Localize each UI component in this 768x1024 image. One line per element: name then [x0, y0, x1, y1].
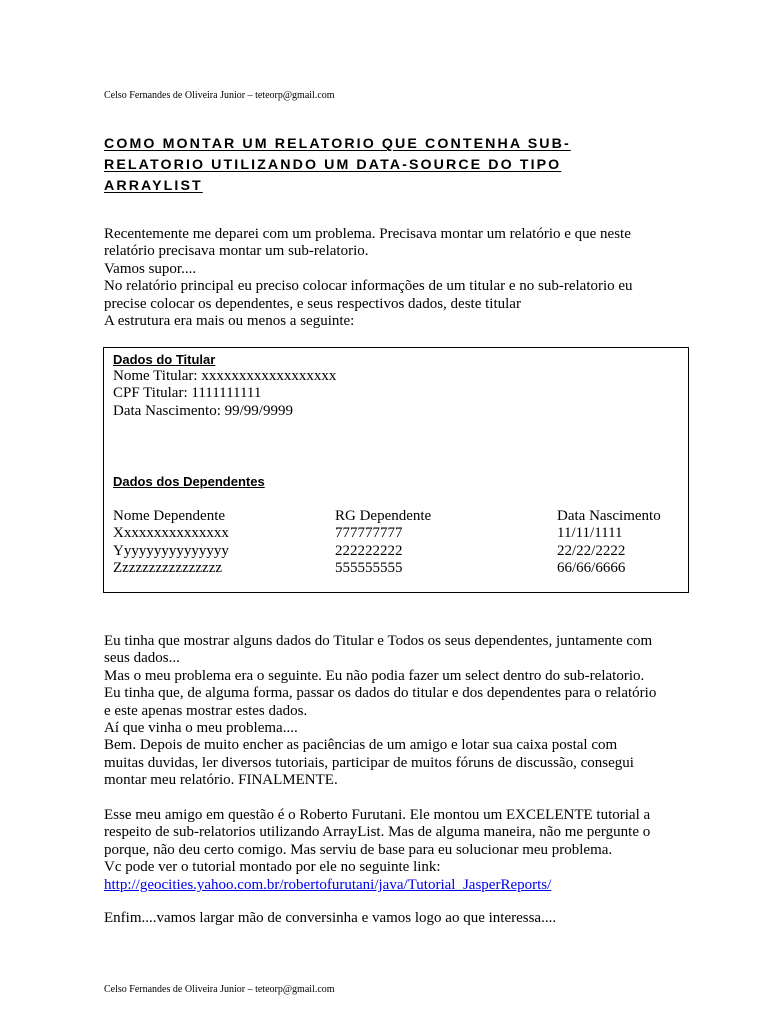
table-cell: 11/11/1111	[557, 525, 623, 542]
text-line: Eu tinha que, de alguma forma, passar os dados do titular e dos dependentes para o relatório	[104, 685, 657, 702]
page-footer: Celso Fernandes de Oliveira Junior – teteorp@gmail.com	[104, 984, 335, 995]
column-header: Nome Dependente	[113, 508, 226, 524]
text-line: precise colocar os dependentes, e seus respectivos dados, deste titular	[104, 295, 521, 312]
text-line: porque, não deu certo comigo. Mas serviu de base para eu solucionar meu problema.	[104, 841, 613, 858]
table-cell: Xxxxxxxxxxxxxxx	[113, 525, 229, 542]
closing-paragraph: Enfim....vamos largar mão de conversinha e vamos logo ao que interessa....	[104, 910, 557, 926]
text-line: respeito de sub-relatorios utilizando ArrayList. Mas de alguma maneira, não me pergunte o	[104, 824, 651, 841]
title-line: COMO MONTAR UM RELATORIO QUE CONTENHA SUB-	[104, 136, 571, 152]
title-line: RELATORIO UTILIZANDO UM DATA-SOURCE DO TIPO	[104, 157, 562, 173]
titular-name: Nome Titular: xxxxxxxxxxxxxxxxxx	[113, 368, 337, 384]
text-line: Mas o meu problema era o seguinte. Eu não podia fazer um select dentro do sub-relatorio.	[104, 667, 645, 684]
structure-box	[103, 347, 689, 593]
text-line: seus dados...	[104, 650, 180, 667]
dependent-rg-column	[335, 508, 431, 578]
page-header: Celso Fernandes de Oliveira Junior – teteorp@gmail.com	[104, 90, 335, 101]
titular-fields	[113, 368, 336, 420]
body-paragraph-2	[104, 807, 684, 894]
text-line: A estrutura era mais ou menos a seguinte:	[104, 313, 355, 330]
text-line: Bem. Depois de muito encher as paciências de um amigo e lotar sua caixa postal com	[104, 737, 618, 754]
table-cell: 22/22/2222	[557, 542, 626, 559]
document-title	[104, 134, 624, 197]
table-cell: 66/66/6666	[557, 560, 626, 577]
column-header: RG Dependente	[335, 508, 432, 524]
titular-cpf: CPF Titular: 1111111111	[113, 385, 262, 402]
text-line: relatório precisava montar um sub-relatorio.	[104, 243, 369, 260]
text-line: Recentemente me deparei com um problema. Precisava montar um relatório e que neste	[104, 226, 631, 242]
title-line: ARRAYLIST	[104, 178, 203, 194]
column-header: Data Nascimento	[557, 508, 661, 524]
table-cell: Yyyyyyyyyyyyyyy	[113, 542, 229, 559]
tutorial-link[interactable]: http://geocities.yahoo.com.br/robertofurutani/java/Tutorial_JasperReports/	[104, 876, 552, 893]
body-paragraph-1	[104, 633, 684, 790]
text-line: Eu tinha que mostrar alguns dados do Titular e Todos os seus dependentes, juntamente com	[104, 633, 653, 649]
titular-heading: Dados do Titular	[113, 352, 216, 367]
titular-birthdate: Data Nascimento: 99/99/9999	[113, 402, 293, 419]
dependent-birthdate-column	[557, 508, 661, 578]
text-line: montar meu relatório. FINALMENTE.	[104, 772, 338, 789]
intro-paragraph	[104, 226, 684, 330]
table-cell: 777777777	[335, 525, 403, 542]
table-cell: 555555555	[335, 560, 403, 577]
text-line: Vamos supor....	[104, 260, 197, 277]
dependent-name-column	[113, 508, 229, 578]
text-line: muitas duvidas, ler diversos tutoriais, participar de muitos fóruns de discussão, consegui	[104, 754, 634, 771]
dependentes-heading: Dados dos Dependentes	[113, 474, 265, 489]
text-line: Vc pode ver o tutorial montado por ele no seguinte link:	[104, 859, 441, 876]
text-line: No relatório principal eu preciso colocar informações de um titular e no sub-relatorio eu	[104, 278, 633, 295]
text-line: Esse meu amigo em questão é o Roberto Furutani. Ele montou um EXCELENTE tutorial a	[104, 807, 651, 823]
table-cell: Zzzzzzzzzzzzzzzz	[113, 560, 223, 577]
text-line: e este apenas mostrar estes dados.	[104, 702, 308, 719]
table-cell: 222222222	[335, 542, 403, 559]
text-line: Aí que vinha o meu problema....	[104, 720, 298, 737]
